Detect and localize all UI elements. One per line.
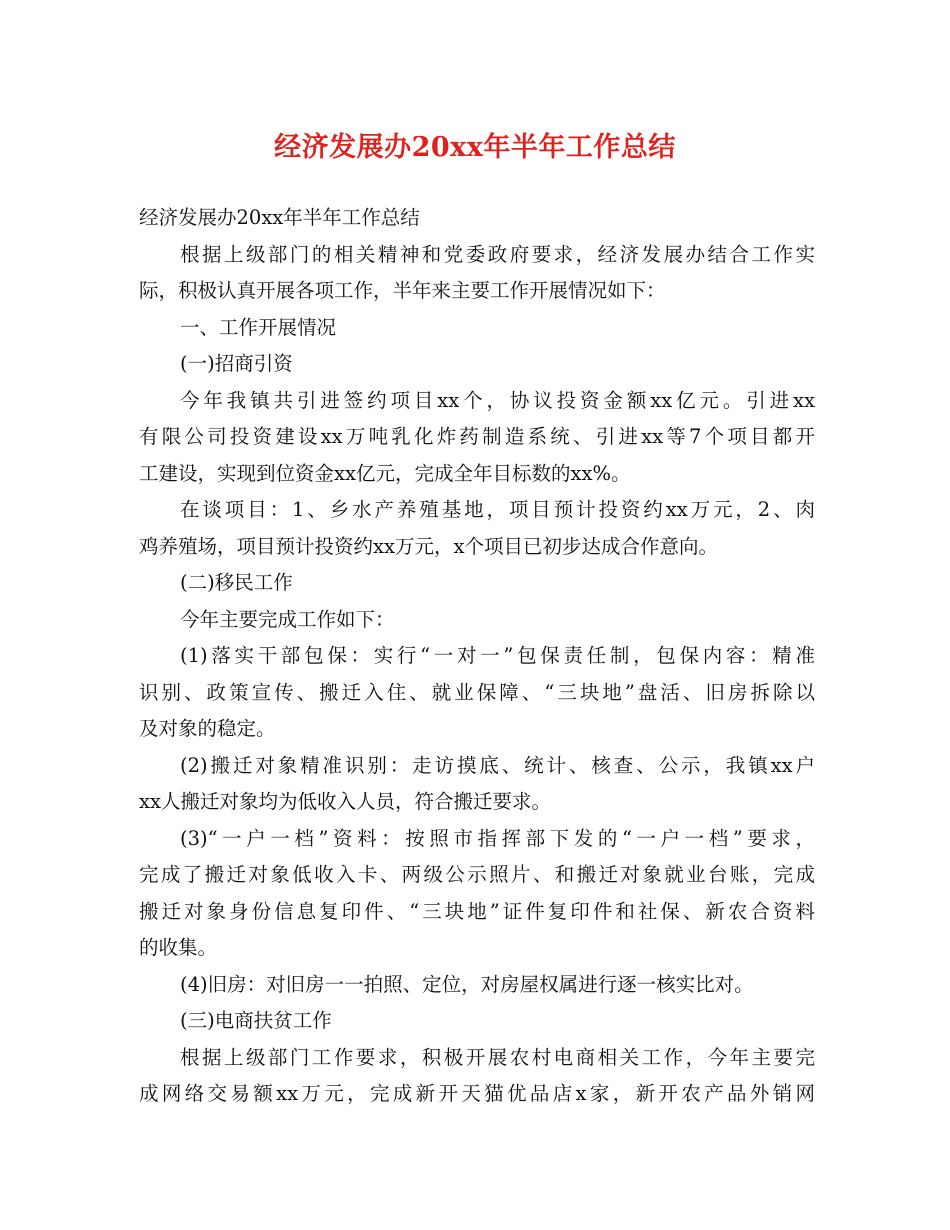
document-line: 根据上级部门工作要求，积极开展农村电商相关工作，今年主要完 bbox=[180, 1045, 815, 1069]
document-line: 根据上级部门的相关精神和党委政府要求，经济发展办结合工作实 bbox=[180, 242, 815, 266]
document-line: (3)“一户一档”资料：按照市指挥部下发的“一户一档”要求， bbox=[180, 826, 815, 850]
document-line: 工建设，实现到位资金xx亿元，完成全年目标数的xx%。 bbox=[139, 461, 631, 485]
document-line: 今年主要完成工作如下： bbox=[180, 607, 395, 631]
document-line: xx人搬迁对象均为低收入人员，符合搬迁要求。 bbox=[139, 790, 551, 813]
document-line: 搬迁对象身份信息复印件、“三块地”证件复印件和社保、新农合资料 bbox=[139, 899, 815, 923]
document-line: 经济发展办20xx年半年工作总结 bbox=[139, 206, 420, 229]
document-line: 识别、政策宣传、搬迁入住、就业保障、“三块地”盘活、旧房拆除以 bbox=[139, 680, 815, 704]
document-line: 成网络交易额xx万元，完成新开天猫优品店x家，新开农产品外销网 bbox=[139, 1082, 815, 1105]
document-line: (2)搬迁对象精准识别：走访摸底、统计、核查、公示，我镇xx户 bbox=[180, 753, 815, 777]
document-line: 一、工作开展情况 bbox=[180, 315, 337, 339]
document-line: 际，积极认真开展各项工作，半年来主要工作开展情况如下： bbox=[139, 279, 666, 302]
document-line: (1)落实干部包保：实行“一对一”包保责任制，包保内容：精准 bbox=[180, 644, 815, 667]
document-line: 完成了搬迁对象低收入卡、两级公示照片、和搬迁对象就业台账，完成 bbox=[139, 863, 815, 886]
document-line: (一)招商引资 bbox=[180, 352, 293, 375]
document-line: 在谈项目：1、乡水产养殖基地，项目预计投资约xx万元，2、肉 bbox=[180, 498, 815, 521]
document-line: 及对象的稳定。 bbox=[139, 717, 276, 740]
document-line: 鸡养殖场，项目预计投资约xx万元，x个项目已初步达成合作意向。 bbox=[139, 534, 718, 558]
document-body bbox=[139, 200, 815, 1113]
document-line: (三)电商扶贫工作 bbox=[180, 1009, 332, 1032]
document-line: (二)移民工作 bbox=[180, 571, 293, 594]
document-line: 的收集。 bbox=[139, 936, 218, 959]
document-line: (4)旧房：对旧房一一拍照、定位，对房屋权属进行逐一核实比对。 bbox=[180, 972, 754, 996]
document-title: 经济发展办20xx年半年工作总结 bbox=[274, 132, 676, 163]
document-line: 今年我镇共引进签约项目xx个，协议投资金额xx亿元。引进xx bbox=[180, 388, 815, 412]
document-line: 有限公司投资建设xx万吨乳化炸药制造系统、引进xx等7个项目都开 bbox=[139, 425, 815, 448]
